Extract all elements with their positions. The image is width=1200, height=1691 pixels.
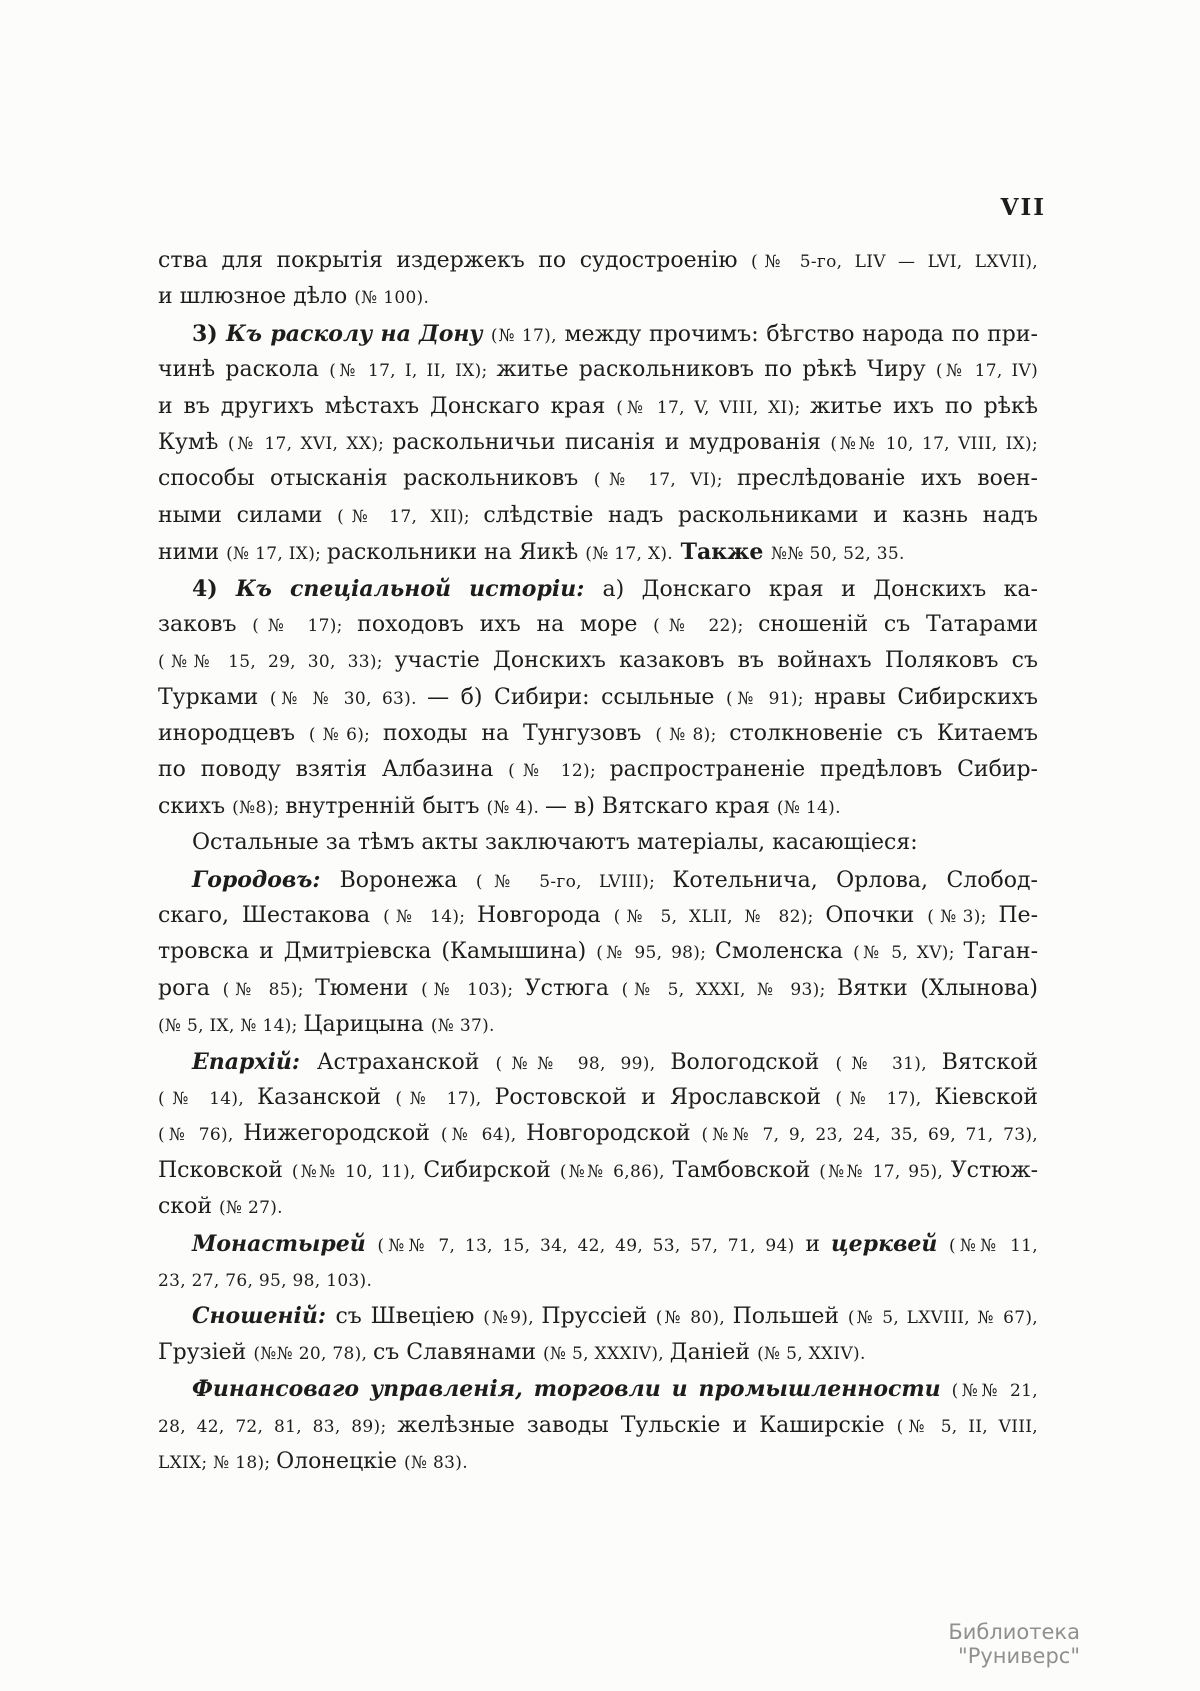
text-segment: Устюж- bbox=[950, 1157, 1038, 1183]
text-line bbox=[158, 716, 1038, 752]
text-line bbox=[158, 1153, 1038, 1189]
text-line bbox=[158, 352, 1038, 388]
reference-numbers: (№ 103); bbox=[421, 979, 525, 1000]
reference-numbers: (№ 12); bbox=[508, 761, 610, 782]
text-segment: Пе- bbox=[998, 903, 1038, 929]
text-segment: ской bbox=[158, 1194, 219, 1220]
reference-numbers: (№№ 17, 95), bbox=[819, 1161, 951, 1182]
reference-numbers: (№8); bbox=[232, 797, 286, 818]
text-segment: ными силами bbox=[158, 502, 338, 528]
text-segment: ними bbox=[158, 540, 227, 566]
text-line bbox=[158, 1335, 1038, 1371]
text-line bbox=[158, 971, 1038, 1007]
text-line bbox=[158, 934, 1038, 970]
text-block bbox=[158, 243, 1038, 1480]
reference-numbers: (№ 5-го, LVIII); bbox=[475, 871, 673, 892]
reference-numbers: (№ 22); bbox=[653, 615, 759, 636]
text-segment: и bbox=[794, 1231, 832, 1257]
text-line bbox=[158, 1226, 1038, 1262]
reference-numbers: (№ 95, 98); bbox=[596, 943, 716, 964]
text-segment: Ростовской и Ярославской bbox=[494, 1084, 836, 1110]
text-segment: церквей bbox=[831, 1230, 949, 1257]
reference-numbers: 28, 42, 72, 81, 83, 89); bbox=[158, 1416, 398, 1437]
text-segment: Епархій: bbox=[192, 1048, 317, 1075]
reference-numbers: (№ 91); bbox=[725, 688, 815, 709]
text-line bbox=[158, 425, 1038, 461]
text-line bbox=[158, 1116, 1038, 1152]
text-segment: Городовъ: bbox=[192, 866, 340, 893]
reference-numbers: (№ 5, II, VIII, bbox=[896, 1416, 1039, 1437]
text-segment: скаго, Шестакова bbox=[158, 903, 384, 929]
text-segment: Пруссіей bbox=[541, 1304, 656, 1330]
text-segment: Вятской bbox=[941, 1049, 1038, 1075]
text-segment: Также bbox=[672, 539, 772, 566]
text-segment: раскольники на Яикѣ bbox=[326, 540, 586, 566]
reference-numbers: (№ 17, VI); bbox=[593, 470, 737, 491]
text-line bbox=[158, 1080, 1038, 1116]
reference-numbers: (№ 17, IV) bbox=[935, 361, 1039, 382]
text-segment: Къ спеціальной исторіи: bbox=[235, 575, 603, 602]
text-line bbox=[158, 825, 1038, 861]
text-segment: участіе Донскихъ казаковъ въ войнахъ Поляковъ съ bbox=[394, 648, 1038, 674]
text-line bbox=[158, 243, 1038, 279]
text-segment: 4) bbox=[192, 575, 236, 602]
text-segment: столкновеніе съ Китаемъ bbox=[729, 721, 1038, 747]
text-segment: чинѣ раскола bbox=[158, 357, 330, 383]
text-segment: Монастырей bbox=[192, 1230, 378, 1257]
reference-numbers: (№ 14); bbox=[383, 907, 477, 928]
text-segment: Остальные за тѣмъ акты заключаютъ матеріалы, касающіеся: bbox=[192, 830, 918, 856]
text-line bbox=[158, 1044, 1038, 1080]
text-segment: Грузіей bbox=[158, 1339, 254, 1365]
text-segment: Царицына bbox=[303, 1012, 431, 1038]
text-line bbox=[158, 1371, 1038, 1407]
reference-numbers: (№ 17, V, VIII, XI); bbox=[616, 397, 811, 418]
page-number: VII bbox=[1000, 194, 1046, 221]
text-segment: а) Донскаго края и Донскихъ ка- bbox=[602, 576, 1038, 602]
reference-numbers: (№ 17), bbox=[490, 325, 557, 346]
text-segment: и шлюзное дѣло bbox=[158, 284, 355, 310]
text-segment: и въ другихъ мѣстахъ Донскаго края bbox=[158, 393, 617, 419]
reference-numbers: (№№ 15, 29, 30, 33); bbox=[158, 652, 395, 673]
text-line bbox=[158, 389, 1038, 425]
text-segment: Казанской bbox=[257, 1084, 396, 1110]
text-segment: инородцевъ bbox=[158, 721, 309, 747]
text-line bbox=[158, 316, 1038, 352]
text-segment: походы на Тунгузовъ bbox=[382, 721, 656, 747]
text-segment: Нижегородской bbox=[243, 1121, 441, 1147]
text-line bbox=[158, 607, 1038, 643]
reference-numbers: (№8); bbox=[655, 725, 730, 746]
reference-numbers: (№ 100). bbox=[354, 288, 430, 309]
reference-numbers: (№ 17, X). bbox=[585, 544, 673, 565]
text-line bbox=[158, 534, 1038, 570]
text-line bbox=[158, 789, 1038, 825]
text-segment: Новгородской bbox=[526, 1121, 702, 1147]
reference-numbers: (№ 80), bbox=[655, 1308, 733, 1329]
text-line bbox=[158, 1408, 1038, 1444]
text-segment: житье ихъ по рѣкѣ bbox=[810, 393, 1038, 419]
reference-numbers: (№№ 11, bbox=[948, 1235, 1039, 1256]
text-segment: Котельнича, Орлова, Слобод- bbox=[672, 867, 1038, 893]
reference-numbers: (№№ 7, 9, 23, 24, 35, 69, 71, 73), bbox=[701, 1125, 1038, 1146]
text-line bbox=[158, 1444, 1038, 1480]
reference-numbers: (№№ 6,86), bbox=[559, 1161, 673, 1182]
text-segment: житье раскольниковъ по рѣкѣ Чиру bbox=[496, 357, 936, 383]
reference-numbers: (№ 5, XLII, № 82); bbox=[613, 907, 826, 928]
reference-numbers: (№ 37). bbox=[430, 1016, 495, 1037]
text-segment: скихъ bbox=[158, 793, 233, 819]
text-line bbox=[158, 680, 1038, 716]
reference-numbers: (№ 5-го, LIV — LVI, LXVII), bbox=[751, 252, 1038, 272]
text-line bbox=[158, 1007, 1038, 1043]
reference-numbers: (№ 27). bbox=[218, 1198, 283, 1219]
text-segment: Польшей bbox=[732, 1304, 848, 1330]
text-segment: Олонецкіе bbox=[276, 1448, 405, 1474]
text-line bbox=[158, 643, 1038, 679]
text-segment: Таган- bbox=[963, 939, 1039, 965]
text-segment: — б) Сибири: ссыльные bbox=[427, 684, 726, 710]
text-segment: Къ расколу на Дону bbox=[226, 320, 491, 347]
reference-numbers: (№ 14). bbox=[776, 797, 841, 818]
reference-numbers: (№ 31), bbox=[835, 1053, 942, 1074]
text-segment: по поводу взятія Албазина bbox=[158, 757, 509, 783]
text-segment: Финансоваго управленія, торговли и промышленности bbox=[192, 1376, 952, 1403]
text-segment: ства для покрытія издержекъ по судостроенію bbox=[158, 248, 752, 273]
text-segment: Кіевской bbox=[934, 1084, 1038, 1110]
text-segment: Воронежа bbox=[339, 867, 476, 893]
reference-numbers: (№№ 20, 78), bbox=[253, 1343, 373, 1364]
reference-numbers: (№ 64), bbox=[440, 1125, 527, 1146]
text-segment: раскольничьи писанія и мудрованія bbox=[392, 429, 831, 455]
text-segment: преслѣдованіе ихъ воен- bbox=[736, 466, 1038, 492]
reference-numbers: (№№ 21, bbox=[951, 1381, 1038, 1402]
reference-numbers: (№ 83). bbox=[404, 1452, 468, 1473]
reference-numbers: №№ 50, 52, 35. bbox=[771, 544, 905, 565]
text-segment: Опочки bbox=[825, 903, 928, 929]
text-segment: способы отысканія раскольниковъ bbox=[158, 466, 594, 492]
text-segment: нравы Сибирскихъ bbox=[814, 684, 1039, 710]
text-segment: Даніей bbox=[669, 1339, 758, 1365]
text-segment: заковъ bbox=[158, 611, 253, 637]
reference-numbers: (№ 17), bbox=[835, 1088, 935, 1109]
reference-numbers: LXIX; № 18); bbox=[158, 1452, 277, 1473]
text-line bbox=[158, 279, 1038, 315]
reference-numbers: (№9), bbox=[483, 1308, 542, 1329]
text-segment: Астраханской bbox=[316, 1049, 496, 1075]
reference-numbers: (№ 85); bbox=[222, 979, 316, 1000]
reference-numbers: (№№ 10, 17, VIII, IX); bbox=[830, 433, 1038, 454]
text-segment: Смоленска bbox=[715, 939, 854, 965]
reference-numbers: (№ 14), bbox=[158, 1088, 258, 1109]
text-segment: сношеній съ Татарами bbox=[758, 611, 1039, 637]
text-line bbox=[158, 498, 1038, 534]
reference-numbers: (№3); bbox=[927, 907, 999, 928]
text-line bbox=[158, 862, 1038, 898]
text-segment: Сношеній: bbox=[192, 1303, 336, 1330]
text-segment: Кумѣ bbox=[158, 429, 228, 455]
text-segment: съ Швеціею bbox=[335, 1304, 484, 1330]
reference-numbers: (№ 5, XXIV). bbox=[757, 1343, 866, 1364]
reference-numbers: (№ 5, XXXIV), bbox=[543, 1343, 670, 1364]
reference-numbers: 23, 27, 76, 95, 98, 103). bbox=[158, 1270, 373, 1291]
text-segment: Сибирской bbox=[423, 1157, 560, 1183]
text-line bbox=[158, 461, 1038, 497]
text-segment: походовъ ихъ на море bbox=[357, 611, 654, 637]
reference-numbers: (№ 76), bbox=[158, 1125, 244, 1146]
reference-numbers: (№ 5, XXXI, № 93); bbox=[621, 979, 837, 1000]
text-segment: съ Славянами bbox=[372, 1339, 543, 1365]
text-segment: между прочимъ: бѣгство народа по при- bbox=[556, 321, 1038, 347]
text-segment: Тюмени bbox=[315, 975, 422, 1001]
library-watermark: Библиотека "Руниверс" bbox=[948, 1620, 1080, 1668]
text-segment: распространеніе предѣловъ Сибир- bbox=[609, 757, 1038, 783]
reference-numbers: (№ 17, IX); bbox=[226, 544, 327, 565]
text-line bbox=[158, 1189, 1038, 1225]
text-segment: Вологодской bbox=[670, 1049, 836, 1075]
reference-numbers: (№ № 30, 63). bbox=[269, 688, 428, 709]
reference-numbers: (№№ 10, 11), bbox=[291, 1161, 424, 1182]
reference-numbers: (№ 17, XII); bbox=[337, 506, 484, 527]
reference-numbers: (№ 4). bbox=[486, 797, 545, 818]
text-segment: желѣзные заводы Тульскіе и Каширскіе bbox=[397, 1412, 897, 1438]
reference-numbers: (№ 17, XVI, XX); bbox=[227, 433, 393, 454]
text-segment: Тамбовской bbox=[672, 1157, 820, 1183]
reference-numbers: (№№ 98, 99), bbox=[495, 1053, 671, 1074]
text-line bbox=[158, 1298, 1038, 1334]
reference-numbers: (№ 17); bbox=[252, 615, 358, 636]
text-segment: внутренній бытъ bbox=[285, 793, 487, 819]
text-line bbox=[158, 752, 1038, 788]
text-line bbox=[158, 898, 1038, 934]
text-line bbox=[158, 571, 1038, 607]
text-segment: рога bbox=[158, 975, 223, 1001]
text-segment: Вятки (Хлынова) bbox=[836, 975, 1038, 1001]
text-segment: Псковской bbox=[158, 1157, 292, 1183]
reference-numbers: (№ 17, I, II, IX); bbox=[329, 361, 497, 382]
text-segment: 3) bbox=[192, 320, 227, 347]
text-segment: Новгорода bbox=[477, 903, 614, 929]
reference-numbers: (№ 17), bbox=[395, 1088, 495, 1109]
text-segment: Устюга bbox=[524, 975, 622, 1001]
text-line bbox=[158, 1262, 1038, 1298]
text-segment: Турками bbox=[158, 684, 270, 710]
reference-numbers: (№ 5, IX, № 14); bbox=[158, 1016, 304, 1037]
reference-numbers: (№ 5, XV); bbox=[853, 943, 964, 964]
reference-numbers: (№6); bbox=[308, 725, 383, 746]
text-segment: слѣдствіе надъ раскольниками и казнь надъ bbox=[483, 502, 1038, 528]
reference-numbers: (№ 5, LXVIII, № 67), bbox=[847, 1308, 1038, 1329]
text-segment: — в) Вятскаго края bbox=[544, 793, 777, 819]
text-segment: тровска и Дмитріевска (Камышина) bbox=[158, 939, 597, 965]
reference-numbers: (№№ 7, 13, 15, 34, 42, 49, 53, 57, 71, 94) bbox=[377, 1235, 795, 1256]
